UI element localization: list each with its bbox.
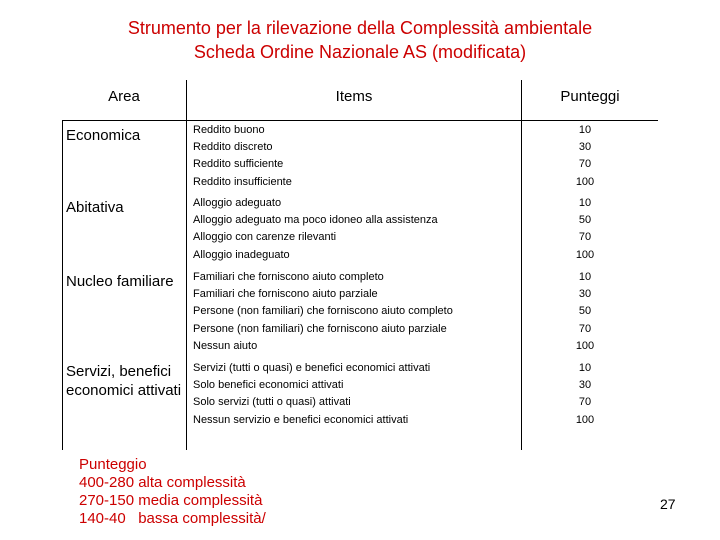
title-line-1: Strumento per la rilevazione della Complessità ambientale — [127, 18, 593, 38]
score: 100 — [575, 248, 595, 261]
item: Alloggio con carenze rilevanti — [193, 231, 337, 244]
items-servizi — [193, 360, 430, 429]
header-score: Punteggi — [560, 88, 620, 105]
legend-line: 400-280 alta complessità — [79, 474, 246, 491]
item: Familiari che forniscono aiuto parziale — [193, 288, 378, 301]
item: Alloggio adeguato ma poco idoneo alla assistenza — [193, 214, 438, 227]
legend-line: 270-150 media complessità — [79, 492, 263, 509]
score: 10 — [578, 362, 592, 374]
area-abitativa: Abitativa — [66, 199, 124, 216]
score: 100 — [575, 339, 595, 352]
table-divider-2 — [521, 80, 522, 450]
item: Alloggio inadeguato — [193, 248, 290, 261]
header-items: Items — [335, 88, 373, 105]
item: Servizi (tutti o quasi) e benefici economici attivati — [193, 362, 431, 374]
score: 50 — [578, 214, 592, 227]
score: 10 — [578, 124, 592, 136]
items-nucleo-familiare — [193, 269, 453, 355]
item: Nessun servizio e benefici economici attivati — [193, 413, 409, 426]
scores-nucleo-familiare — [562, 269, 608, 355]
header-rule — [62, 120, 658, 121]
legend-heading: Punteggio — [79, 456, 147, 473]
assessment-table — [62, 80, 658, 450]
score: 30 — [578, 141, 592, 154]
score: 50 — [578, 305, 592, 318]
item: Reddito sufficiente — [193, 158, 284, 171]
area-nucleo-familiare: Nucleo familiare — [66, 273, 174, 290]
item: Persone (non familiari) che forniscono aiuto parziale — [193, 322, 447, 335]
score: 70 — [578, 158, 592, 171]
score: 100 — [575, 413, 595, 426]
item: Solo benefici economici attivati — [193, 379, 344, 392]
scores-abitativa — [562, 195, 608, 264]
area-servizi: Servizi, benefici economici attivati — [66, 363, 182, 399]
header-area: Area — [108, 88, 140, 105]
score: 70 — [578, 231, 592, 244]
page-number: 27 — [660, 496, 676, 512]
items-economica — [193, 122, 292, 191]
item: Familiari che forniscono aiuto completo — [193, 271, 384, 283]
score: 10 — [578, 271, 592, 283]
score: 10 — [578, 197, 592, 209]
item: Alloggio adeguato — [193, 197, 282, 209]
table-divider-left — [62, 120, 63, 450]
scores-servizi — [562, 360, 608, 429]
score: 70 — [578, 396, 592, 409]
score-legend — [79, 456, 266, 528]
score: 100 — [575, 175, 595, 188]
item: Persone (non familiari) che forniscono aiuto completo — [193, 305, 453, 318]
item: Solo servizi (tutti o quasi) attivati — [193, 396, 351, 409]
item: Reddito insufficiente — [193, 175, 292, 188]
item: Nessun aiuto — [193, 339, 258, 352]
legend-line: 140-40 bassa complessità/ — [79, 510, 266, 527]
area-economica: Economica — [66, 127, 141, 144]
score: 30 — [578, 288, 592, 301]
scores-economica — [562, 122, 608, 191]
item: Reddito buono — [193, 124, 265, 136]
score: 30 — [578, 379, 592, 392]
items-abitativa — [193, 195, 438, 264]
score: 70 — [578, 322, 592, 335]
slide-title — [0, 16, 720, 64]
item: Reddito discreto — [193, 141, 273, 154]
title-line-2: Scheda Ordine Nazionale AS (modificata) — [193, 42, 527, 62]
